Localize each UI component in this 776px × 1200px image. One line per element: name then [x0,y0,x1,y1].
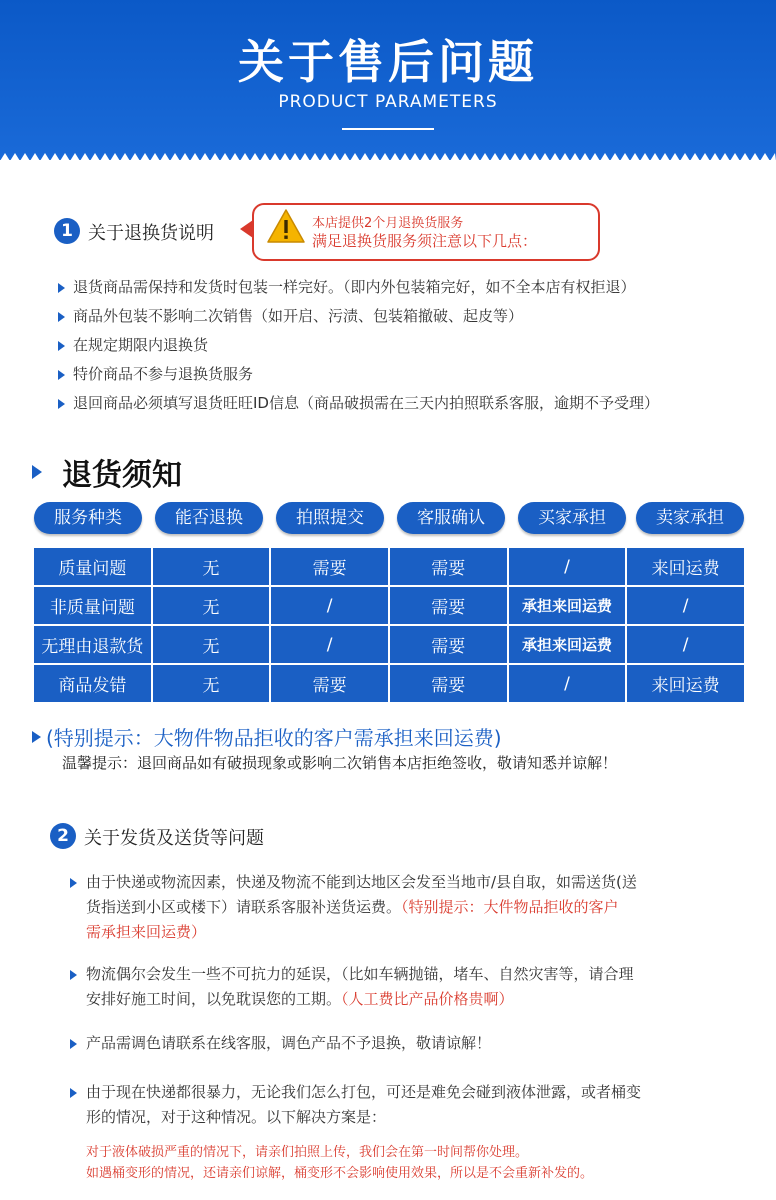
table-cell: 需要 [389,586,508,625]
section-2-badge: 2 [50,823,76,849]
table-cell: 商品发错 [33,664,152,703]
header-pill: 买家承担 [518,502,626,534]
table-cell: 无 [152,625,271,664]
page-title: 关于售后问题 [238,35,538,89]
table-cell: 来回运费 [626,547,745,586]
table-cell: / [508,547,627,586]
list-item: 退货商品需保持和发货时包装一样完好。（即内外包装箱完好，如不全本店有权拒退） [58,276,659,305]
warning-line-1: 本店提供2个月退换货服务 [312,216,464,231]
text-span: 货指送到小区或楼下）请联系客服补送货运费。 [86,898,402,916]
return-policy-table [32,546,746,704]
table-row [33,586,745,625]
table-cell: 质量问题 [33,547,152,586]
return-rules-list [58,276,659,421]
header-banner [0,0,776,160]
text-line [86,987,706,1012]
special-tip: (特别提示：大物件物品拒收的客户需承担来回运费) [46,726,502,750]
table-cell: / [270,586,389,625]
table-cell: 需要 [389,547,508,586]
table-cell: 来回运费 [626,664,745,703]
red-note: （特别提示：大件物品拒收的客户 [401,898,619,916]
page-subtitle: PRODUCT PARAMETERS [278,92,498,112]
section-2-title: 关于发货及送货等问题 [84,828,264,849]
table-cell: 无 [152,586,271,625]
table-cell: 承担来回运费 [508,625,627,664]
text-line: 由于现在快递都很暴力，无论我们怎么打包，可还是难免会碰到液体泄露，或者桶变 [86,1083,642,1101]
red-note: （人工费比产品价格贵啊） [341,990,514,1008]
bullet-arrow-icon [70,1039,77,1049]
text-span: 安排好施工时间，以免耽误您的工期。 [86,990,342,1008]
table-cell: 无 [152,664,271,703]
table-cell: 非质量问题 [33,586,152,625]
table-cell: 无 [152,547,271,586]
header-pill: 拍照提交 [276,502,384,534]
header-pill: 客服确认 [397,502,505,534]
text-line: 由于快递或物流因素，快递及物流不能到达地区会发至当地市/县自取，如需送货(送 [86,873,637,891]
section-arrow-icon [32,465,42,479]
text-line: 产品需调色请联系在线客服，调色产品不予退换，敬请谅解！ [86,1034,492,1052]
section-1-title: 关于退换货说明 [88,223,214,244]
red-note: 需承担来回运费） [86,923,207,941]
table-header-pills [34,502,744,536]
table-cell: / [626,586,745,625]
table-cell: / [626,625,745,664]
text-line: 形的情况，对于这种情况。以下解决方案是： [86,1108,387,1126]
header-pill: 服务种类 [34,502,142,534]
table-row [33,625,745,664]
return-notice-title: 退货须知 [62,458,182,493]
table-cell: / [508,664,627,703]
tip-arrow-icon [32,731,41,743]
shipping-block-1 [86,870,706,945]
shipping-block-3 [86,1031,706,1056]
list-item: 在规定期限内退换货 [58,334,659,363]
shipping-block-2 [86,962,706,1012]
table-cell: 需要 [270,664,389,703]
bullet-arrow-icon [70,970,77,980]
text-line: 物流偶尔会发生一些不可抗力的延误，（比如车辆抛锚，堵车、自然灾害等，请合理 [86,965,634,983]
table-cell: 需要 [270,547,389,586]
table-cell: 需要 [389,625,508,664]
shipping-block-4 [86,1080,706,1130]
text-line [86,895,706,920]
red-note-1: 对于液体破损严重的情况下，请亲们拍照上传，我们会在第一时间帮你处理。 [86,1145,529,1160]
table-cell: / [270,625,389,664]
table-cell: 无理由退款货 [33,625,152,664]
table-row [33,664,745,703]
section-1-badge: 1 [54,218,80,244]
header-pill: 卖家承担 [636,502,744,534]
warm-tip: 温馨提示：退回商品如有破损现象或影响二次销售本店拒绝签收，敬请知悉并谅解！ [62,754,618,772]
bullet-arrow-icon [70,878,77,888]
list-item: 商品外包装不影响二次销售（如开启、污渍、包装箱撤破、起皮等） [58,305,659,334]
warning-triangle-icon [266,208,306,244]
header-pill: 能否退换 [155,502,263,534]
table-row [33,547,745,586]
warning-line-2: 满足退换货服务须注意以下几点： [312,232,538,250]
list-item: 退回商品必须填写退货旺旺ID信息（商品破损需在三天内拍照联系客服，逾期不予受理） [58,392,659,421]
table-cell: 承担来回运费 [508,586,627,625]
red-note-2: 如遇桶变形的情况，还请亲们谅解，桶变形不会影响使用效果，所以是不会重新补发的。 [86,1166,594,1181]
header-divider [342,128,434,130]
bullet-arrow-icon [70,1088,77,1098]
table-cell: 需要 [389,664,508,703]
zigzag-edge [0,151,776,161]
list-item: 特价商品不参与退换货服务 [58,363,659,392]
